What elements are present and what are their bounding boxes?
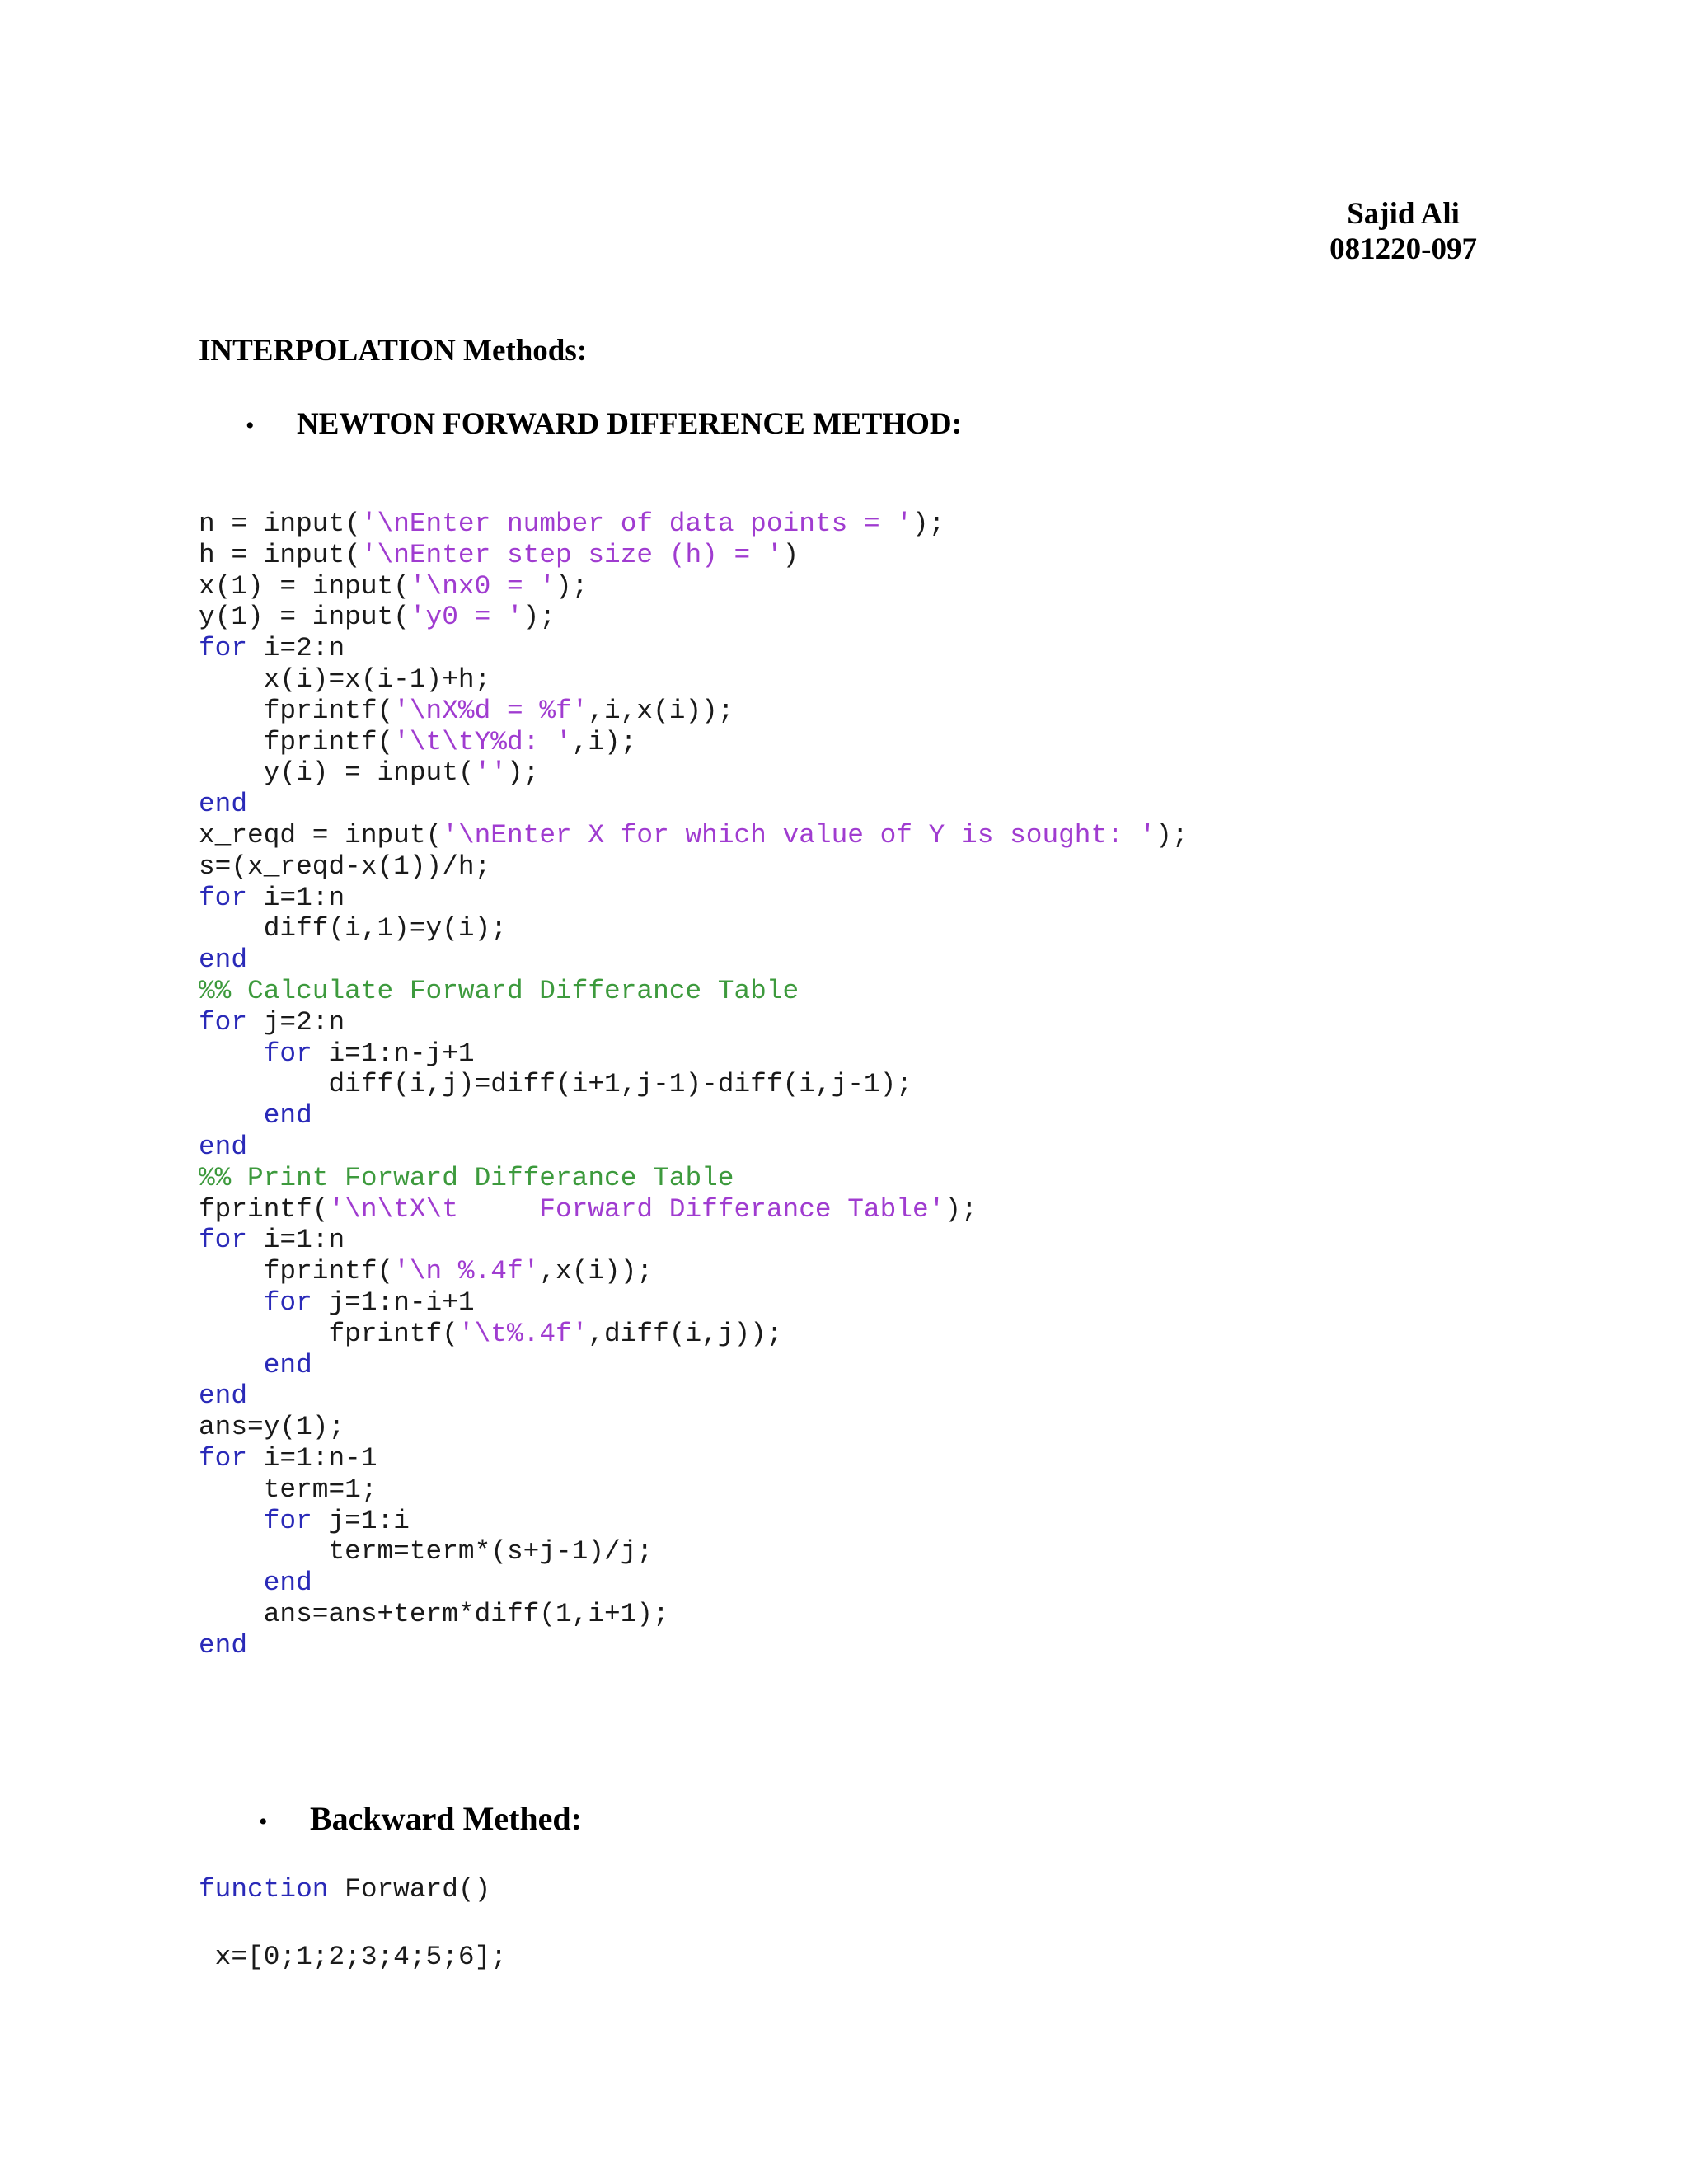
code-text: ); — [523, 602, 556, 633]
bullet-text: NEWTON FORWARD DIFFERENCE METHOD: — [297, 407, 962, 441]
heading-backward-method — [259, 1800, 582, 1841]
code-line — [199, 1536, 653, 1567]
code-line — [199, 1443, 377, 1474]
code-line — [199, 602, 556, 632]
code-string: '\nEnter X for which value of Y is sought: ' — [442, 819, 1156, 851]
code-text: term=1; — [199, 1474, 377, 1505]
code-text: fprintf( — [199, 1256, 394, 1287]
code-line — [199, 757, 539, 788]
code-text: ans=ans+term*diff(1,i+1); — [199, 1598, 669, 1629]
code-text: x(i)=x(i-1)+h; — [199, 663, 491, 695]
code-line — [199, 664, 490, 695]
code-keyword: for — [263, 1286, 312, 1318]
code-text: i=2:n — [247, 633, 345, 664]
bullet-marker: • — [246, 412, 255, 439]
code-line — [199, 1038, 475, 1069]
code-string: 'y0 = ' — [409, 602, 523, 633]
heading-newton-forward — [246, 406, 962, 444]
code-line — [199, 1319, 783, 1349]
code-string: '\n\tX\t Forward Differance Table' — [328, 1193, 945, 1225]
code-line — [199, 1100, 312, 1131]
code-keyword: end — [199, 789, 248, 820]
code-line — [199, 883, 345, 913]
code-keyword: end — [199, 944, 248, 976]
code-string: '\n %.4f' — [393, 1256, 540, 1287]
code-string: '' — [474, 757, 507, 789]
code-text — [199, 1350, 264, 1380]
code-string: '\nEnter number of data points = ' — [360, 509, 912, 539]
code-line — [199, 1568, 312, 1598]
code-line — [199, 1225, 345, 1255]
code-line — [199, 1942, 507, 1972]
code-text: s=(x_reqd-x(1))/h; — [199, 851, 491, 882]
code-text: fprintf( — [199, 695, 394, 726]
code-text: diff(i,1)=y(i); — [199, 913, 507, 944]
code-string: '\nx0 = ' — [409, 570, 556, 602]
code-text: ,i); — [571, 726, 637, 757]
code-line — [199, 633, 345, 663]
code-text: j=1:i — [312, 1505, 410, 1536]
code-string: '\t%.4f' — [457, 1318, 588, 1349]
code-line — [199, 1163, 734, 1193]
code-keyword: end — [263, 1349, 312, 1380]
code-text: y(1) = input( — [199, 602, 410, 633]
code-line — [199, 789, 247, 819]
code-line — [199, 1874, 490, 1905]
code-text: ); — [506, 757, 540, 789]
code-string: '\nX%d = %f' — [393, 695, 588, 726]
code-line — [199, 1287, 475, 1318]
code-text: ); — [945, 1193, 978, 1225]
code-text: ,i,x(i)); — [588, 695, 734, 726]
code-keyword: function — [199, 1874, 329, 1905]
code-line — [199, 1474, 377, 1505]
code-block-function-signature — [199, 1874, 490, 1905]
code-comment: %% Calculate Forward Differance Table — [199, 975, 799, 1006]
code-text — [199, 1100, 264, 1131]
code-text: j=1:n-i+1 — [312, 1286, 475, 1318]
code-text: ); — [1156, 819, 1189, 851]
code-line — [199, 1132, 247, 1162]
code-keyword: end — [199, 1629, 248, 1661]
code-text: i=1:n-1 — [247, 1442, 377, 1474]
code-line — [199, 1007, 345, 1038]
code-line — [199, 1506, 410, 1536]
code-line — [199, 509, 945, 539]
code-keyword: end — [263, 1100, 312, 1132]
section-title: INTERPOLATION Methods: — [199, 334, 588, 368]
code-text: i=1:n — [247, 1225, 345, 1256]
code-block-newton-forward — [199, 509, 1189, 1661]
code-text: y(i) = input( — [199, 757, 475, 789]
code-line — [199, 1412, 345, 1442]
code-keyword: for — [199, 1225, 248, 1256]
code-keyword: for — [263, 1038, 312, 1069]
code-text: ,x(i)); — [539, 1256, 654, 1287]
code-line — [199, 1630, 247, 1661]
author-block — [1329, 196, 1477, 267]
author-id: 081220-097 — [1329, 232, 1477, 266]
code-text — [199, 1506, 264, 1536]
author-name: Sajid Ali — [1347, 197, 1460, 231]
code-text: term=term*(s+j-1)/j; — [199, 1536, 654, 1568]
code-line — [199, 820, 1189, 851]
code-text: x_reqd = input( — [199, 819, 443, 851]
code-text: i=1:n — [247, 882, 345, 913]
code-line — [199, 1069, 912, 1099]
code-text: fprintf( — [199, 1318, 458, 1349]
code-keyword: for — [199, 1442, 248, 1474]
code-keyword: end — [199, 1380, 248, 1412]
code-keyword: end — [199, 1131, 248, 1162]
code-text: x=[0;1;2;3;4;5;6]; — [199, 1942, 507, 1972]
code-line — [199, 944, 247, 975]
code-text — [199, 1287, 264, 1318]
code-line — [199, 727, 636, 757]
code-line — [199, 913, 507, 944]
code-text — [199, 1038, 264, 1069]
code-line — [199, 1380, 247, 1411]
code-line — [199, 1599, 669, 1629]
code-line — [199, 976, 799, 1006]
code-text: ); — [556, 570, 588, 602]
code-comment: %% Print Forward Differance Table — [199, 1162, 734, 1193]
code-text: j=2:n — [247, 1006, 345, 1038]
code-keyword: for — [199, 882, 248, 913]
code-keyword: for — [199, 633, 248, 664]
code-text: diff(i,j)=diff(i+1,j-1)-diff(i,j-1); — [199, 1069, 912, 1100]
code-line — [199, 1194, 978, 1225]
code-text: n = input( — [199, 509, 361, 539]
code-line — [199, 571, 588, 602]
code-line — [199, 540, 799, 570]
code-text: i=1:n-j+1 — [312, 1038, 475, 1069]
code-text: fprintf( — [199, 726, 394, 757]
code-text: h = input( — [199, 539, 361, 570]
code-block-x-array — [199, 1942, 507, 1973]
code-keyword: for — [199, 1006, 248, 1038]
code-text: ) — [782, 539, 799, 570]
code-line — [199, 696, 734, 726]
code-text: x(1) = input( — [199, 570, 410, 602]
code-line — [199, 1256, 653, 1286]
code-text: ,diff(i,j)); — [588, 1318, 783, 1349]
bullet-text: Backward Methed: — [310, 1800, 582, 1837]
code-text: fprintf( — [199, 1193, 329, 1225]
code-text — [199, 1568, 264, 1598]
bullet-marker: • — [259, 1808, 268, 1835]
code-string: '\nEnter step size (h) = ' — [360, 539, 783, 570]
code-text: ); — [912, 509, 945, 539]
code-text: ans=y(1); — [199, 1412, 345, 1443]
code-keyword: end — [263, 1568, 312, 1599]
code-string: '\t\tY%d: ' — [393, 726, 572, 757]
code-text: Forward() — [328, 1874, 491, 1905]
code-line — [199, 851, 490, 882]
code-line — [199, 1350, 312, 1380]
code-keyword: for — [263, 1505, 312, 1536]
